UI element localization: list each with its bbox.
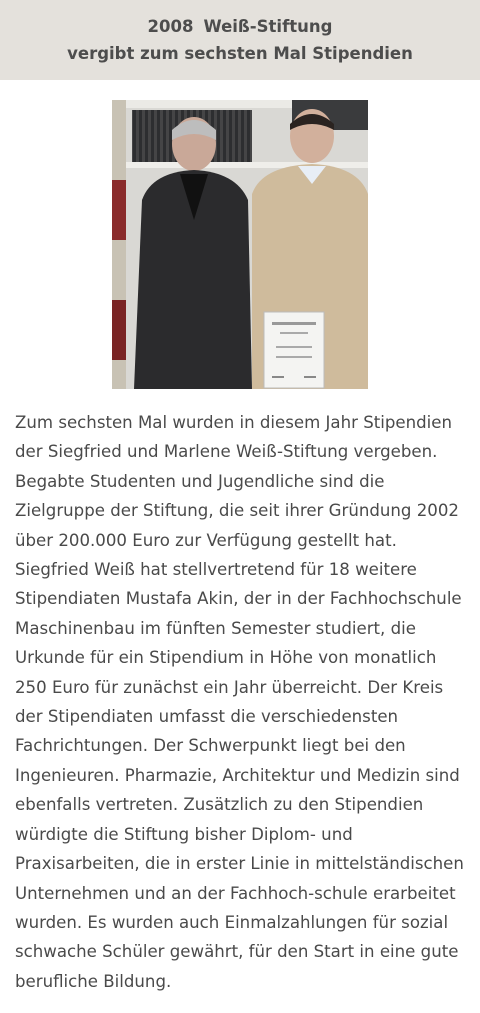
- page-header: [0, 0, 480, 80]
- article-photo: [112, 100, 368, 389]
- header-title-line2: vergibt zum sechsten Mal Stipendien: [67, 44, 413, 63]
- header-title-line1: [0, 13, 480, 40]
- header-year: 2008: [147, 17, 194, 36]
- photo-two-men-certificate-icon: [112, 100, 368, 389]
- article-body: Zum sechsten Mal wurden in diesem Jahr Stipendien der Siegfried und Marlene Weiß-Stiftung vergeben. Begabte Studenten und Jugendliche sind die Zielgruppe der Stiftung, die seit ihrer Gründung 2002 über 200.000 Euro zur Verfügung gestellt hat. Siegfried Weiß hat stellvertretend für 18 weitere Stipendiaten Mustafa Akin, der in der Fachhochschule Maschinenbau im fünften Semester studiert, die Urkunde für ein Stipendium in Höhe von monatlich 250 Euro für zunächst ein Jahr überreicht. Der Kreis der Stipendiaten umfasst die verschiedensten Fachrichtungen. Der Schwerpunkt liegt bei den Ingenieuren. Pharmazie, Architektur und Medizin sind ebenfalls vertreten. Zusätzlich zu den Stipendien würdigte die Stiftung bisher Diplom- und Praxisarbeiten, die in erster Linie in mittelständischen Unternehmen und an der Fachhoch-schule erarbeitet wurden. Es wurden auch Einmalzahlungen für sozial schwache Schüler gewährt, für den Start in eine gute berufliche Bildung.: [15, 413, 464, 991]
- header-foundation-name: Weiß-Stiftung: [203, 17, 333, 36]
